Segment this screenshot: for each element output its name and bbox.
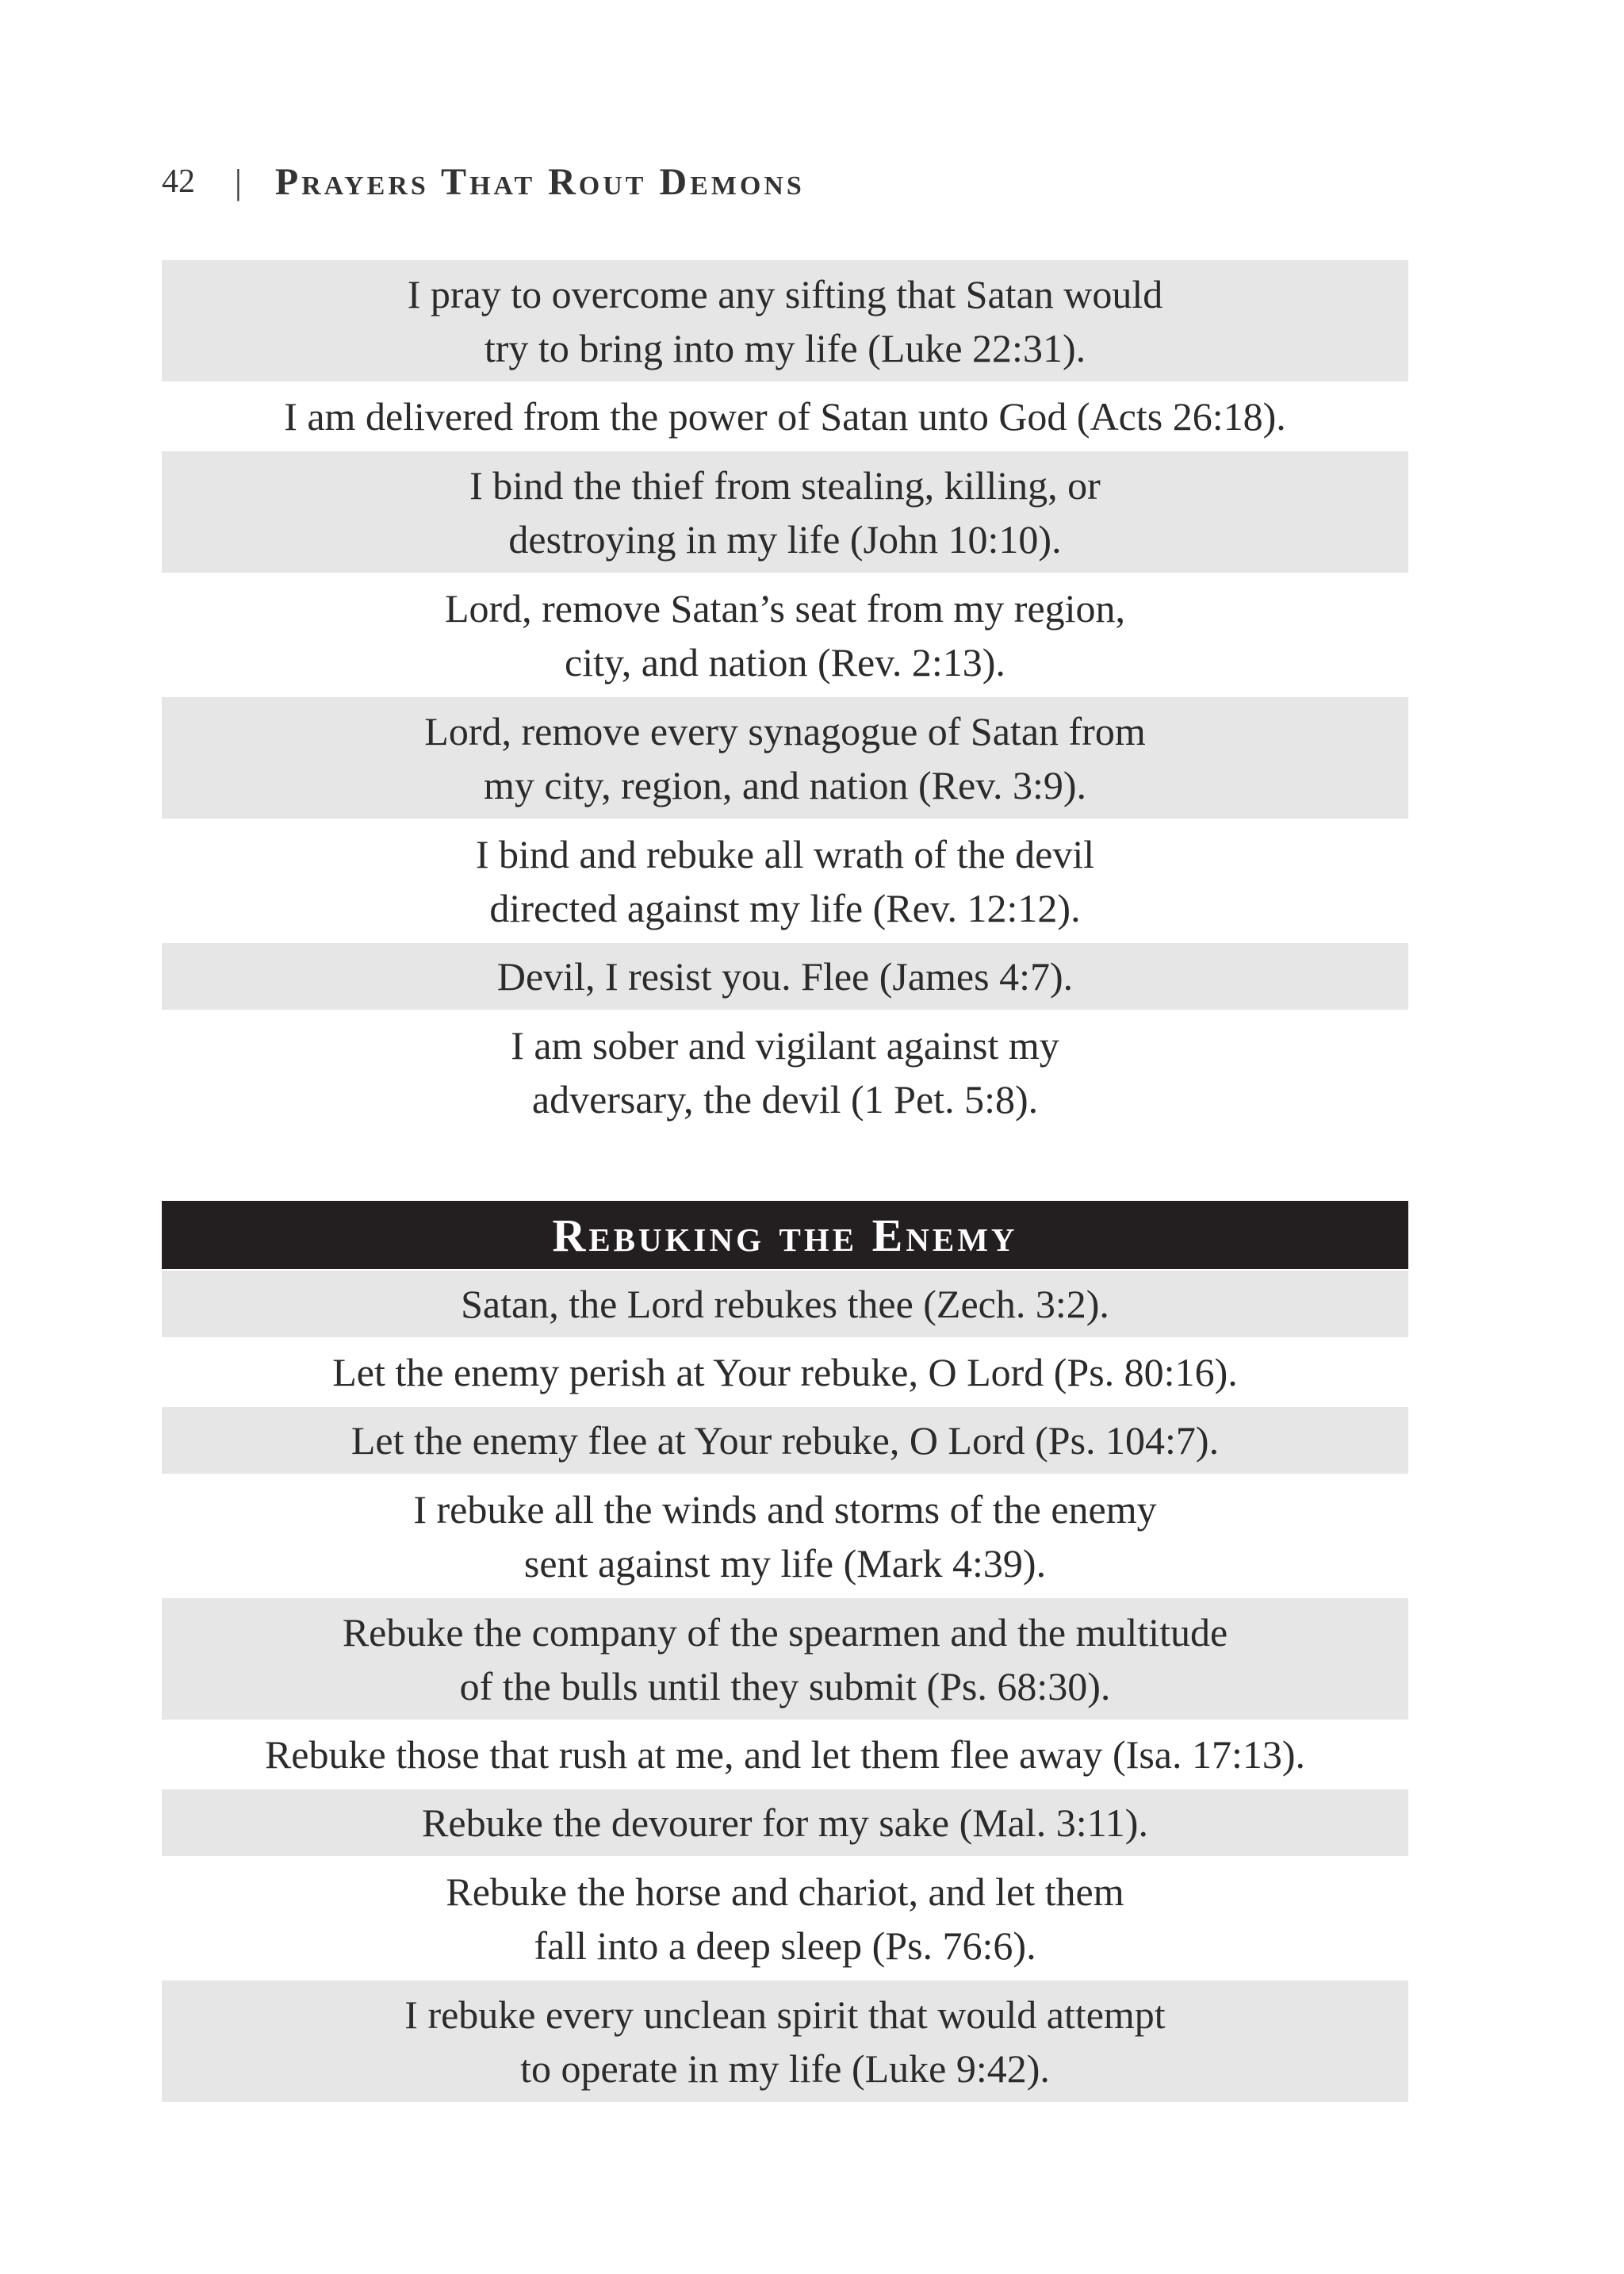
prayer-row (162, 1858, 1408, 1979)
prayer-line: Rebuke the company of the spearmen and the multitude (342, 1609, 1228, 1655)
prayer-row (162, 1271, 1408, 1337)
prayer-row (162, 574, 1408, 696)
prayer-row (162, 1475, 1408, 1597)
prayer-list-bottom (162, 1271, 1408, 2102)
prayer-line: Lord, remove Satan’s seat from my region, (444, 585, 1126, 631)
prayer-row (162, 1339, 1408, 1405)
header-separator: | (235, 162, 242, 201)
prayer-row (162, 1981, 1408, 2102)
prayer-row (162, 1407, 1408, 1474)
prayer-row (162, 1598, 1408, 1720)
prayer-row (162, 451, 1408, 573)
prayer-line: sent against my life (Mark 4:39). (523, 1540, 1047, 1586)
prayer-line: destroying in my life (John 10:10). (508, 516, 1062, 562)
prayer-row (162, 260, 1408, 382)
prayer-line: I bind the thief from stealing, killing, or (469, 462, 1101, 508)
prayer-line: fall into a deep sleep (Ps. 76:6). (534, 1923, 1036, 1968)
prayer-row (162, 943, 1408, 1010)
prayer-row (162, 820, 1408, 941)
prayer-line: I rebuke every unclean spirit that would attempt (404, 1992, 1166, 2037)
prayer-row (162, 697, 1408, 819)
prayer-line: Lord, remove every synagogue of Satan from (424, 708, 1146, 754)
prayer-line: Satan, the Lord rebukes thee (Zech. 3:2). (461, 1282, 1109, 1326)
prayer-line: city, and nation (Rev. 2:13). (565, 639, 1005, 685)
prayer-line: my city, region, and nation (Rev. 3:9). (483, 762, 1086, 807)
prayer-list-top (162, 260, 1408, 1134)
prayer-line: I am sober and vigilant against my (511, 1022, 1059, 1068)
prayer-line: Rebuke those that rush at me, and let them flee away (Isa. 17:13). (264, 1732, 1306, 1777)
prayer-line: Rebuke the devourer for my sake (Mal. 3:11). (422, 1800, 1148, 1845)
page-number: 42 (162, 163, 195, 200)
prayer-line: I rebuke all the winds and storms of the enemy (413, 1486, 1157, 1532)
prayer-line: I pray to overcome any sifting that Satan would (407, 271, 1163, 316)
prayer-line: adversary, the devil (1 Pet. 5:8). (531, 1076, 1039, 1122)
running-head (162, 154, 805, 209)
prayer-row (162, 1011, 1408, 1133)
prayer-row (162, 383, 1408, 450)
prayer-row (162, 1721, 1408, 1788)
prayer-line: try to bring into my life (Luke 22:31). (484, 325, 1086, 370)
prayer-line: Let the enemy flee at Your rebuke, O Lord (Ps. 104:7). (350, 1418, 1220, 1463)
prayer-line: to operate in my life (Luke 9:42). (520, 2046, 1050, 2091)
prayer-row (162, 1789, 1408, 1856)
prayer-line: I am delivered from the power of Satan unto God (Acts 26:18). (284, 394, 1286, 439)
prayer-line: Let the enemy perish at Your rebuke, O Lord (Ps. 80:16). (332, 1350, 1238, 1394)
prayer-line: directed against my life (Rev. 12:12). (489, 885, 1081, 930)
prayer-line: of the bulls until they submit (Ps. 68:30). (459, 1663, 1111, 1708)
book-title: Prayers That Rout Demons (274, 160, 805, 203)
prayer-section-rebuking (162, 1201, 1408, 2103)
prayer-line: Devil, I resist you. Flee (James 4:7). (496, 954, 1074, 999)
prayer-line: I bind and rebuke all wrath of the devil (475, 831, 1095, 876)
prayer-line: Rebuke the horse and chariot, and let them (446, 1869, 1124, 1914)
section-heading (162, 1201, 1408, 1269)
section-title: Rebuking the Enemy (552, 1209, 1018, 1261)
